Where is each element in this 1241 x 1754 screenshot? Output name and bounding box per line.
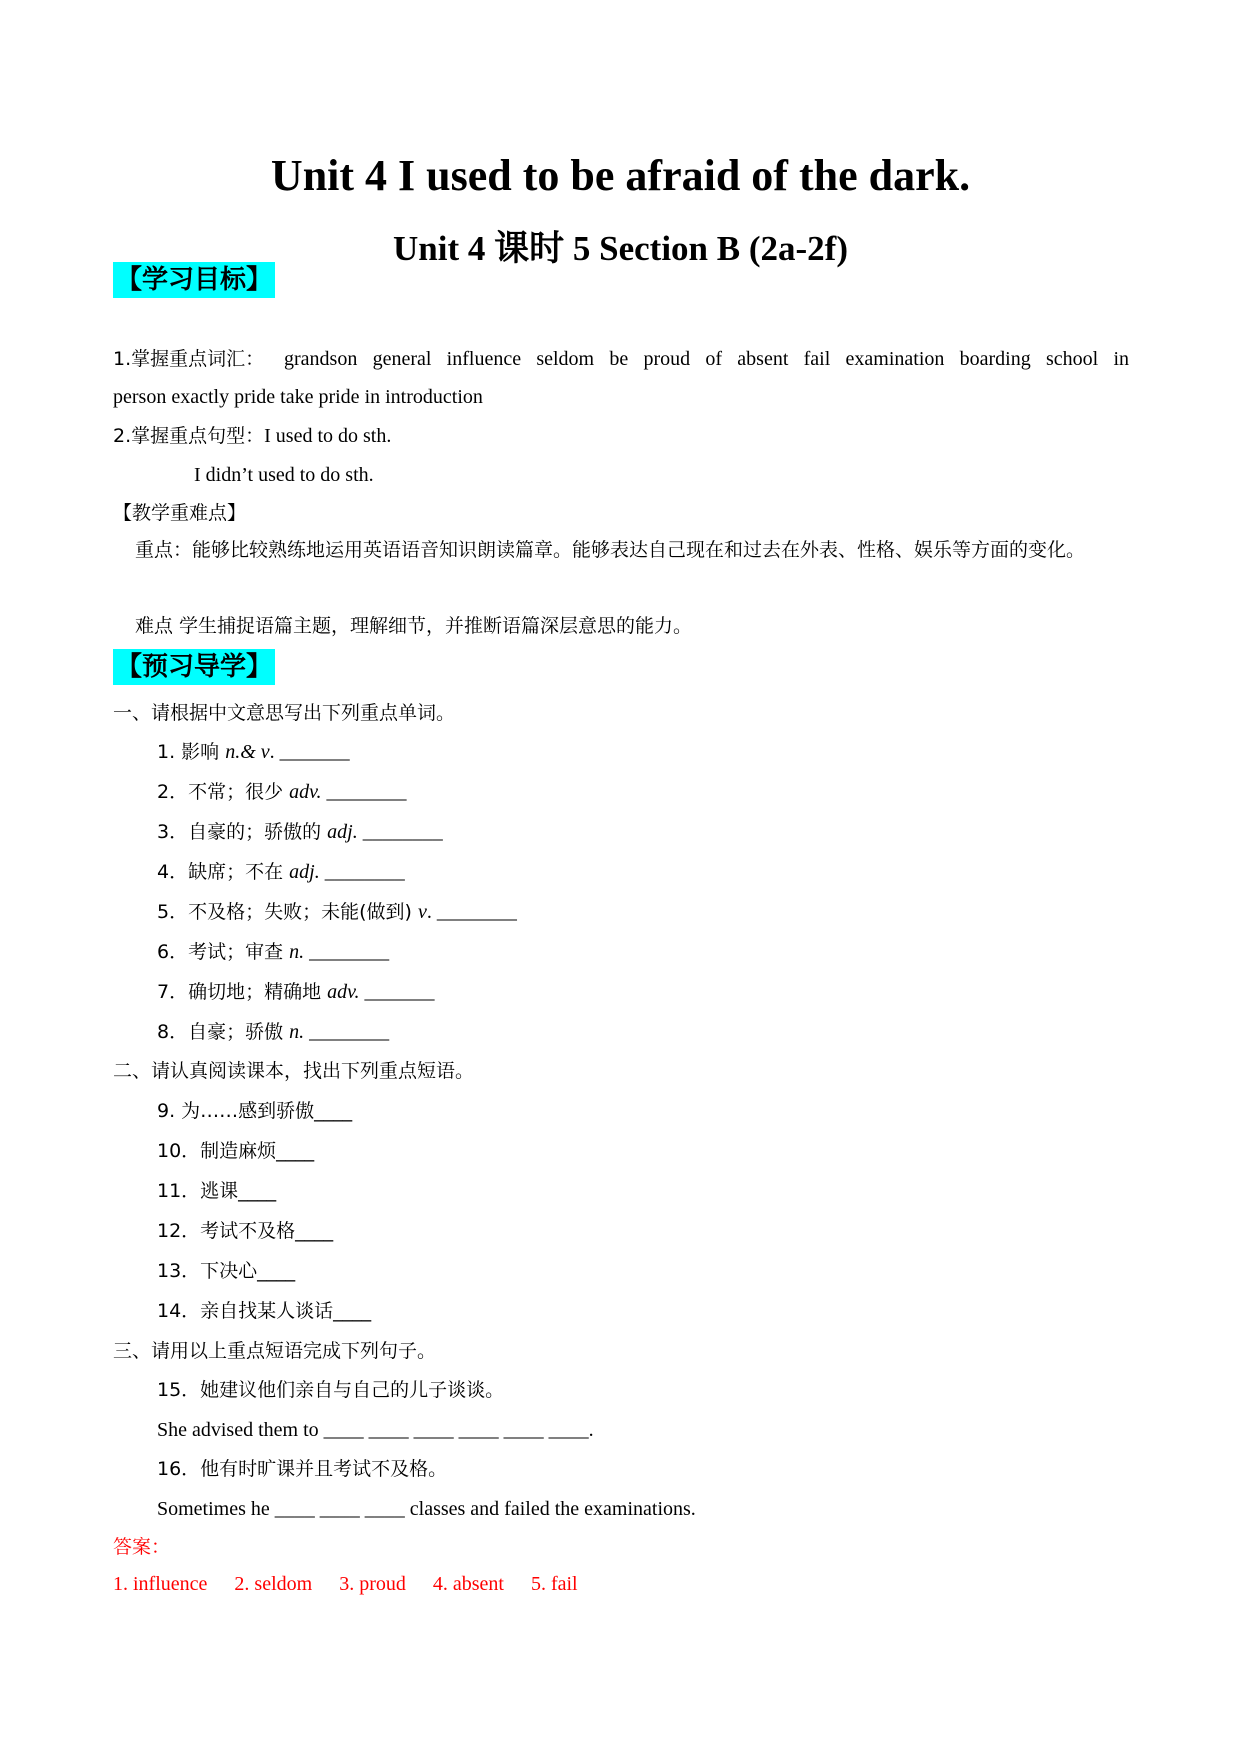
pattern-2: I didn’t used to do sth.	[194, 464, 374, 486]
vocab-line-2: person exactly pride take pride in introduction	[113, 386, 483, 408]
q16-chinese: 16．他有时旷课并且考试不及格。	[157, 1458, 448, 1480]
pattern-label-row	[113, 422, 391, 450]
page-title: Unit 4 I used to be afraid of the dark.	[270, 151, 971, 200]
phrase-item: 11．逃课____	[157, 1180, 277, 1202]
section3-heading-row	[113, 1337, 436, 1365]
answers-list	[113, 1570, 578, 1598]
answers-label: 答案：	[113, 1536, 171, 1558]
answer-item: 5. fail	[530, 1573, 578, 1595]
phrase-item: 14．亲自找某人谈话____	[157, 1300, 372, 1322]
word-item: 8．自豪；骄傲 n. ________	[157, 1021, 390, 1043]
answer-item: 3. proud	[339, 1573, 406, 1595]
word-item: 6．考试；审查 n. ________	[157, 941, 390, 963]
key-point: 重点：能够比较熟练地运用英语语音知识朗读篇章。能够表达自己现在和过去在外表、性格、娱乐等方面的变化。	[135, 539, 1086, 561]
hard-point: 难点 学生捕捉语篇主题，理解细节，并推断语篇深层意思的能力。	[135, 615, 693, 637]
phrase-item: 9. 为……感到骄傲____	[157, 1100, 353, 1122]
q15-chinese: 15．她建议他们亲自与自己的儿子谈谈。	[157, 1379, 505, 1401]
section1-heading-row	[113, 699, 455, 727]
answer-item: 4. absent	[432, 1573, 504, 1595]
word-item: 3．自豪的；骄傲的 adj. ________	[157, 821, 443, 843]
phrase-item: 13．下决心____	[157, 1260, 296, 1282]
vocab-label	[113, 345, 264, 373]
preview-tag: 【预习导学】	[113, 649, 275, 685]
answer-item: 2. seldom	[234, 1573, 313, 1595]
answers-label-row	[113, 1533, 170, 1561]
vocab-label-text: 1.掌握重点词汇：	[113, 348, 265, 370]
pattern-label: 2.掌握重点句型：	[113, 425, 265, 447]
word-item: 4．缺席；不在 adj. ________	[157, 861, 405, 883]
answer-item: 1. influence	[113, 1573, 208, 1595]
difficulty-heading: 【教学重难点】	[113, 502, 247, 524]
word-item: 2．不常；很少 adv. ________	[157, 781, 407, 803]
page-subtitle: Unit 4 课时 5 Section B (2a-2f)	[393, 229, 848, 268]
word-item: 7．确切地；精确地 adv. _______	[157, 981, 435, 1003]
section2-heading: 二、请认真阅读课本，找出下列重点短语。	[113, 1060, 475, 1082]
phrase-item: 12．考试不及格____	[157, 1220, 334, 1242]
objectives-tag: 【学习目标】	[113, 262, 275, 298]
pattern-1: I used to do sth.	[264, 425, 392, 447]
word-item: 5．不及格；失败；未能(做到) v. ________	[157, 901, 517, 923]
section3-heading: 三、请用以上重点短语完成下列句子。	[113, 1340, 437, 1362]
q15-english: She advised them to ____ ____ ____ ____ ____ ____.	[157, 1419, 594, 1441]
q16-english: Sometimes he ____ ____ ____ classes and failed the examinations.	[157, 1498, 696, 1520]
section2-heading-row	[113, 1057, 474, 1085]
section1-heading: 一、请根据中文意思写出下列重点单词。	[113, 702, 456, 724]
vocab-line-1: grandson general influence seldom be proud of absent fail examination boarding school in	[284, 348, 1129, 370]
phrase-item: 10．制造麻烦____	[157, 1140, 315, 1162]
difficulty-heading-row	[113, 499, 246, 527]
word-item: 1. 影响 n.& v. _______	[157, 741, 350, 763]
